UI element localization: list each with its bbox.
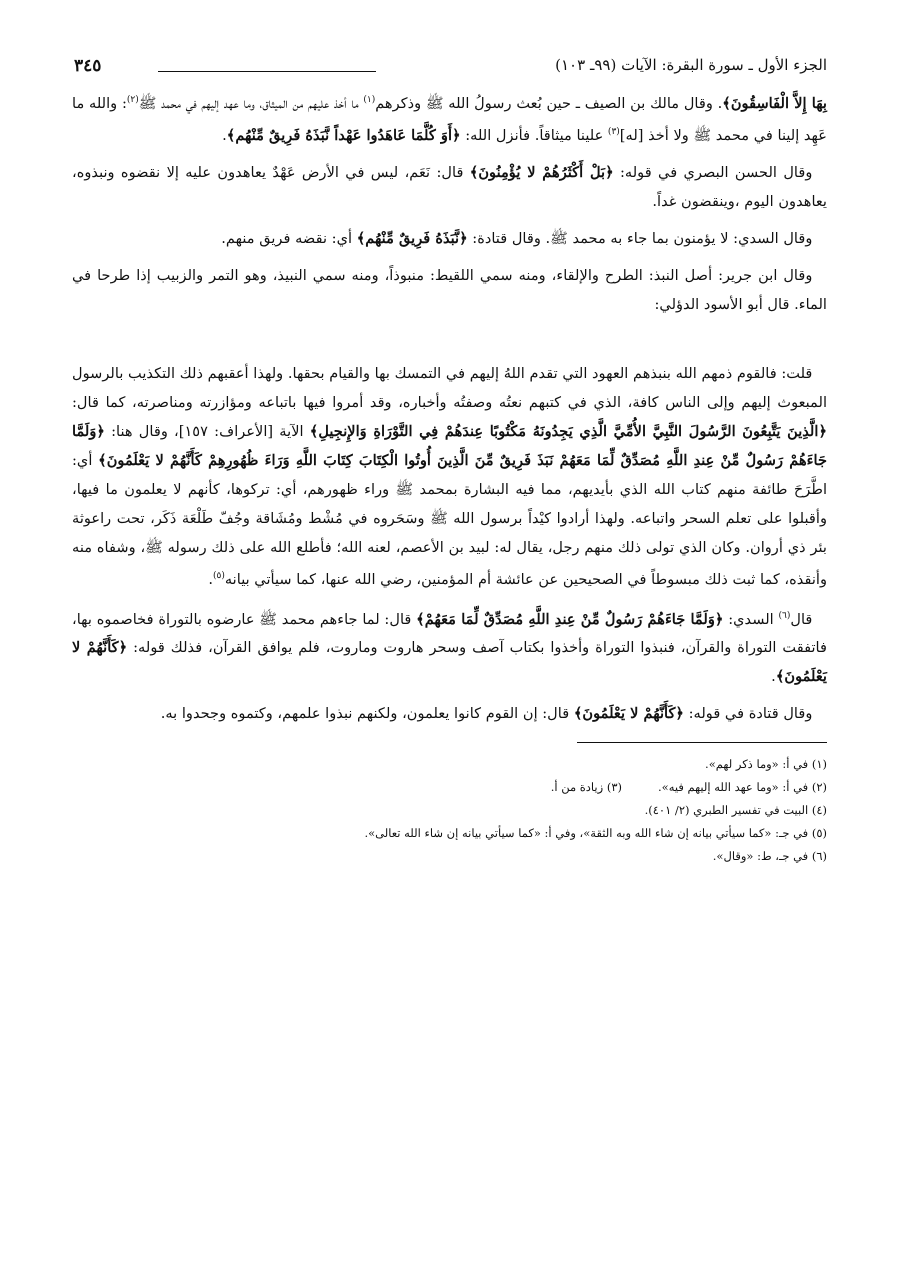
- footnote-ref: (٥): [212, 570, 225, 581]
- paragraph-5: [72, 359, 827, 594]
- text: قال: إن القوم كانوا يعلمون، ولكنهم نبذوا علمهم، وكتموه وجحدوا به.: [160, 705, 574, 723]
- quran-quote: ﴿نَّبَذَهُ فَرِيقٌ مِّنْهُم﴾: [356, 229, 468, 247]
- quran-quote: بِهَا إِلاَّ الْفَاسِقُونَ﴾: [722, 94, 827, 112]
- text: الآية [الأعراف: ١٥٧]، وقال هنا:: [104, 422, 310, 440]
- paragraph-1: [72, 86, 827, 150]
- quran-quote: ﴿وَلَمَّا جَاءَهُمْ رَسُولٌ مِّنْ عِندِ اللَّهِ مُصَدِّقٌ لِّمَا مَعَهُمْ﴾: [416, 610, 724, 628]
- text: وقال السدي: لا يؤمنون بما جاء به محمد ﷺ. وقال قتادة:: [467, 229, 813, 247]
- footnote-row: [72, 776, 827, 799]
- header-title: الجزء الأول ـ سورة البقرة: الآيات (٩٩ـ ١٠٣): [555, 56, 827, 74]
- text: قال: [790, 610, 813, 628]
- quran-quote: ﴿كَأَنَّهُمْ لا يَعْلَمُونَ﴾: [573, 705, 684, 723]
- text: قال: نَعَم، ليس في الأرض عَهْدٌ يعاهدون عليه إلا نقضوه ونبذوه، يعاهدون اليوم ،وينقضون غداً.: [72, 163, 827, 210]
- paragraph-3: [72, 224, 827, 253]
- text: أي: اطَّرَحَ طائفة منهم كتاب الله الذي بأيديهم، مما فيه البشارة بمحمد ﷺ وراء ظهورهم، أي: تركوها، كأنهم لا يعلمون ما فيها، وأقبلوا على تعلم السحر واتباعه. ولهذا أرادوا كيْداً برسول الله ﷺ وسَحَروه في مُشْط ومُشَاقة وجُفّ طَلْعَة ذَكَر، تحت راعوثة بئر ذي أروان. وكان الذي تولى ذلك منهم رجل، يقال له: لبيد بن الأعصم، لعنه الله؛ فأطلع الله على ذلك رسوله ﷺ، وشفاه منه وأنقذه، كما ثبت ذلك مبسوطاً في الصحيحين عن عائشة أم المؤمنين، رضي الله عنها، كما سيأتي بيانه: [72, 451, 827, 588]
- text: وقال ابن جرير: أصل النبذ: الطرح والإلقاء، ومنه سمي اللقيط: منبوذاً، ومنه سمي النبيذ، وهو التمر والزبيب إذا طرحا في الماء. قال أبو الأسود الدؤلي:: [72, 266, 827, 313]
- paragraph-2: [72, 158, 827, 216]
- quran-quote: ﴿كَأَنَّهُمْ لا يَعْلَمُونَ﴾: [72, 639, 827, 686]
- footnote-3: (٣) زيادة من أ.: [550, 780, 622, 795]
- text: علينا ميثاقاً. فأنزل الله:: [460, 126, 608, 144]
- page-number: ٣٤٥: [74, 56, 102, 76]
- footnote-ref: (٦): [778, 610, 791, 621]
- footnote-6: (٦) في جـ، ط: «وقال».: [712, 849, 827, 864]
- quran-quote: ﴿الَّذِينَ يَتَّبِعُونَ الرَّسُولَ النَّبِيَّ الأُمِّيَّ الَّذِي يَجِدُونَهُ مَكْتُوبًا عِندَهُمْ فِي التَّوْرَاةِ وَالإِنجِيلِ﴾: [309, 422, 827, 440]
- quran-quote: ﴿أَوَ كُلَّمَا عَاهَدُوا عَهْداً نَّبَذَهُ فَرِيقٌ مِّنْهُم﴾: [226, 126, 461, 144]
- footnote-2: (٢) في أ: «وما عهد الله إليهم فيه».: [658, 780, 827, 795]
- quran-quote: ﴿وَلَمَّا جَاءَهُمْ رَسُولٌ مِّنْ عِندِ اللَّهِ مُصَدِّقٌ لِّمَا مَعَهُمْ نَبَذَ فَرِيقٌ مِّنَ الَّذِينَ أُوتُوا الْكِتَابَ كِتَابَ اللَّهِ وَرَاءَ ظُهُورِهِمْ كَأَنَّهُمْ لا يَعْلَمُونَ﴾: [72, 422, 827, 469]
- text: .: [771, 668, 776, 686]
- page: [72, 56, 827, 868]
- text: وقال قتادة في قوله:: [683, 705, 813, 723]
- footnote-separator: [577, 742, 827, 743]
- footnote-ref: (١): [363, 95, 376, 105]
- footnote-ref: (٢): [126, 95, 139, 105]
- paragraph-6: [72, 602, 827, 692]
- poetry-verse: [72, 327, 827, 359]
- text: ما أخذ عليهم من الميثاق، وما عهد إليهم في محمد ﷺ: [138, 94, 364, 112]
- header-rule: [158, 71, 376, 72]
- text: : والله ما عَهِد إلينا في محمد ﷺ ولا أخذ [له]: [72, 94, 827, 144]
- text: .: [222, 126, 227, 144]
- footnote-1: (١) في أ: «وما ذكر لهم».: [705, 757, 827, 772]
- running-header: [72, 56, 827, 86]
- text: .: [208, 570, 213, 588]
- footnote-ref: (٣): [607, 126, 620, 137]
- text: قلت: فالقوم ذمهم الله بنبذهم العهود التي تقدم اللهُ إليهم في التمسك بها والقيام بحقها. ولهذا أعقبهم ذلك التكذيب بالرسول المبعوث إليهم وإلى الناس كافة، الذي في كتبهم نعتُه وصفتُه وأخباره، وقد أمروا فيها باتباعه ومؤازرته ومناصرته، كما قال:: [72, 364, 827, 411]
- paragraph-7: [72, 699, 827, 728]
- text: السدي:: [723, 610, 779, 628]
- text: . وقال مالك بن الصيف ـ حين بُعث رسولُ الله ﷺ وذكرهم: [375, 94, 723, 112]
- text: وقال الحسن البصري في قوله:: [613, 163, 813, 181]
- footnote-4: (٤) البيت في تفسير الطبري (٢/ ٤٠١).: [644, 803, 827, 818]
- text: قال: لما جاءهم محمد ﷺ عارضوه بالتوراة فخاصموه بها، فاتفقت التوراة والقرآن، فنبذوا التوراة وأخذوا بكتاب آصف وسحر هاروت وماروت، فلم يوافق القرآن، فذلك قوله:: [72, 610, 827, 657]
- footnote-5: (٥) في جـ: «كما سيأتي بيانه إن شاء الله وبه الثقة»، وفي أ: «كما سيأتي بيانه إن شاء الله تعالى».: [364, 826, 827, 841]
- quran-quote: ﴿بَلْ أَكْثَرُهُمْ لا يُؤْمِنُونَ﴾: [469, 163, 614, 181]
- footnotes: [72, 753, 827, 868]
- paragraph-4: [72, 261, 827, 319]
- text: أي: نقضه فريق منهم.: [221, 229, 357, 247]
